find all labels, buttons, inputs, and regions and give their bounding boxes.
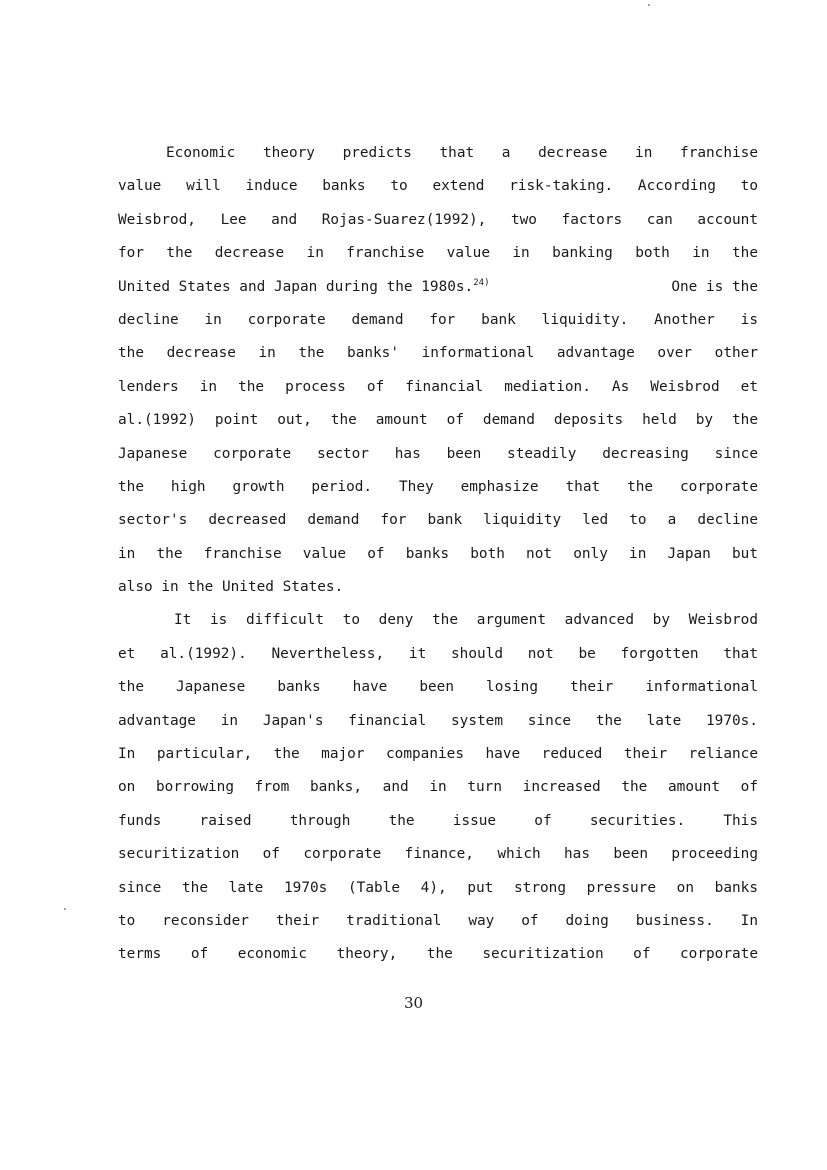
text-line: the decrease in the banks' informational advantage over other [118,345,758,362]
text-line-segment: United States and Japan during the 1980s.$^{24)}$ [118,277,490,295]
text-line: sector's decreased demand for bank liquidity led to a decline [118,512,758,529]
text-line: al.(1992) point out, the amount of demand deposits held by the [118,412,758,429]
text-line: the high growth period. They emphasize that the corporate [118,478,758,495]
text-line: value will induce banks to extend risk-taking. According to [118,178,758,195]
text-line: et al.(1992). Nevertheless, it should not be forgotten that [118,645,758,662]
text-line: decline in corporate demand for bank liquidity. Another is [118,311,758,328]
text-line: Weisbrod, Lee and Rojas-Suarez(1992), two factors can account [118,211,758,228]
footnote-marker: 24) [473,277,490,288]
text-line: on borrowing from banks, and in turn increased the amount of [118,779,758,796]
scan-speck [648,4,650,6]
text-line: lenders in the process of financial mediation. As Weisbrod et [118,378,758,395]
text-line: It is difficult to deny the argument advanced by Weisbrod [174,612,758,629]
text-line: the Japanese banks have been losing their informational [118,679,758,696]
text-line: securitization of corporate finance, which has been proceeding [118,846,758,863]
scan-speck [64,908,66,910]
text-line: in the franchise value of banks both not only in Japan but [118,545,758,562]
text-line-with-footnote [118,271,758,304]
text-line: Japanese corporate sector has been steadily decreasing since [118,445,758,462]
text-line: funds raised through the issue of securities. This [118,812,758,829]
text-line: to reconsider their traditional way of doing business. In [118,912,758,929]
body-text [118,137,758,972]
text-line: since the late 1970s (Table 4), put strong pressure on banks [118,879,758,896]
text-line: advantage in Japan's financial system since the late 1970s. [118,712,758,729]
page-number: 30 [403,994,424,1012]
text-line-segment: One is the [671,278,758,295]
text-line: also in the United States. [118,579,344,596]
text-line: terms of economic theory, the securitization of corporate [118,946,758,963]
text-line: for the decrease in franchise value in banking both in the [118,245,758,262]
text-line: In particular, the major companies have reduced their reliance [118,746,758,763]
text-line: Economic theory predicts that a decrease in franchise [166,145,758,161]
